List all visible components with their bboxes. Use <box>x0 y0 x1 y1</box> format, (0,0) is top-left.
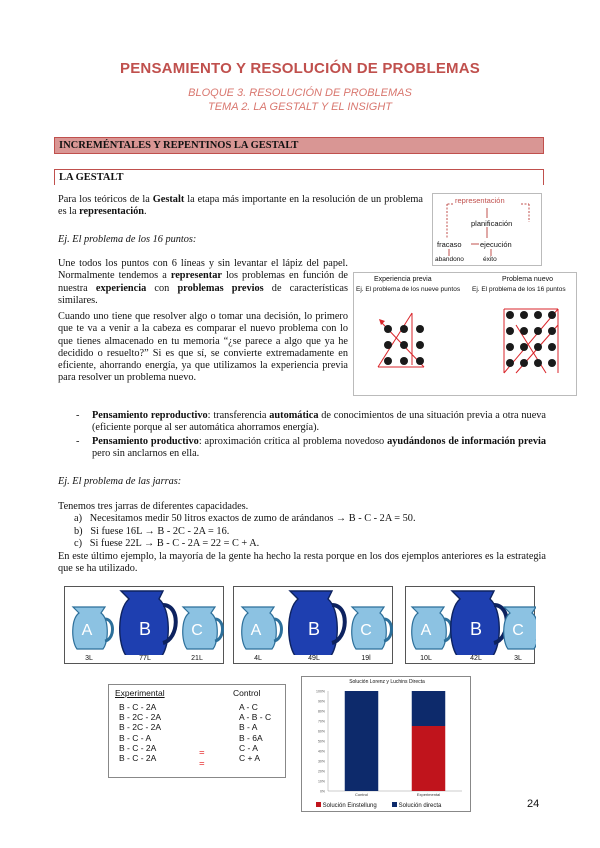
intro-paragraph: Para los teóricos de la Gestalt la etapa más importante en la resolución de un problema es la representación. <box>58 194 424 218</box>
y-tick-label: 100% <box>316 689 325 694</box>
jar3-letter-c: C <box>512 622 524 639</box>
legend-swatch-blue <box>392 802 397 807</box>
jar1-vol-b: 77L <box>139 655 151 662</box>
flow-ejecucion: ejecución <box>480 240 512 249</box>
jar3-vol-c: 3L <box>514 655 522 662</box>
exp-row: B - C - 2A <box>119 702 157 712</box>
bar-experimental-directa <box>412 691 446 726</box>
bullet-reproductivo: - Pensamiento reproductivo: transferencia automática de conocimientos de una situación previa a otra nueva (eficiente porque al ser automática ahorramos energía). <box>76 410 546 434</box>
document-title: PENSAMIENTO Y RESOLUCIÓN DE PROBLEMAS <box>120 60 480 77</box>
jar2-vol-a: 4L <box>254 655 262 662</box>
ctl-row: B - A <box>239 722 258 733</box>
dots-figure <box>353 272 577 396</box>
flow-representacion: representación <box>455 196 505 205</box>
experimental-list <box>119 702 161 763</box>
legend-directa: Solución directa <box>392 802 441 809</box>
jar-set-2 <box>233 586 393 664</box>
tema-subtitle: TEMA 2. LA GESTALT Y EL INSIGHT <box>207 101 392 113</box>
y-tick-label: 80% <box>317 709 325 714</box>
section-title: LA GESTALT <box>54 169 544 185</box>
jar3-vol-a: 10L <box>420 655 432 662</box>
y-tick-label: 20% <box>317 769 325 774</box>
bar-experimental-einstellung <box>412 726 446 791</box>
exp-row: B - C - 2A <box>119 753 157 764</box>
x-tick-label: Control <box>355 792 368 797</box>
chart-title: Solución Lorenz y Luchins Directa <box>349 679 425 685</box>
y-tick-label: 70% <box>317 719 325 724</box>
dots-right-caption: Ej. El problema de los 16 puntos <box>472 286 566 293</box>
jar2-letter-c: C <box>360 622 372 639</box>
paragraph-memoria: Cuando uno tiene que resolver algo o tomar una decisión, lo primero que te va a venir a la cabeza es comparar el nuevo problema con lo que tienes almacenado en tu memoria “¿se parece a algo que ya he decidido o resuelto?” Si es que sí, se convierte extremadamente en eficiente, ahorrando energía, ya que utilizamos la experiencia previa para resolver un problema nuevo. <box>58 311 348 384</box>
jar1-letter-c: C <box>191 622 203 639</box>
ctl-row: A - C <box>239 702 258 712</box>
ctl-row: A - B - C <box>239 712 272 723</box>
flow-exito: éxito <box>483 256 497 263</box>
exp-row: B - C - A <box>119 732 152 743</box>
flow-abandono: abandono <box>435 256 464 263</box>
y-tick-label: 40% <box>317 749 325 754</box>
flow-fracaso: fracaso <box>437 240 462 249</box>
jar1-vol-a: 3L <box>85 655 93 662</box>
equals-sign: = <box>199 748 205 759</box>
control-list <box>239 702 271 763</box>
ctl-row: B - 6A <box>239 732 263 743</box>
jar3-vol-b: 42L <box>470 655 482 662</box>
example-jarras: Ej. El problema de las jarras: <box>58 476 182 487</box>
example-16-puntos: Ej. El problema de los 16 puntos: <box>58 234 197 245</box>
jar-set-1 <box>64 586 224 664</box>
results-table <box>108 684 286 778</box>
dots-puzzles <box>354 273 578 397</box>
nine-dots-puzzle <box>378 313 424 367</box>
jar2-letter-b: B <box>307 619 321 639</box>
jarras-item-c: c) Si fuese 22L → B - C - 2A = 22 = C + A. <box>74 538 260 549</box>
jarras-item-a: a) Necesitamos medir 50 litros exactos de zumo de arándanos → B - C - 2A = 50. <box>74 513 416 524</box>
dots-left-title: Experiencia previa <box>374 276 432 283</box>
flow-diagram <box>432 193 542 266</box>
y-tick-label: 90% <box>317 699 325 704</box>
dots-right-title: Problema nuevo <box>502 276 553 283</box>
jar1-vol-c: 21L <box>191 655 203 662</box>
jarras-conclusion: En este último ejemplo, la mayoría de la gente ha hecho la resta porque en los dos ejemplos anteriores es la estrategia que se ha utilizado. <box>58 551 546 575</box>
y-tick-label: 60% <box>317 729 325 734</box>
exp-row: B - C - 2A <box>119 742 157 753</box>
jar3-letter-b: B <box>469 619 483 639</box>
results-chart <box>301 676 471 812</box>
ctl-row: C - A <box>239 742 258 753</box>
y-tick-label: 10% <box>317 779 325 784</box>
equals-sign: = <box>199 759 205 770</box>
x-tick-label: Experimental <box>416 792 441 797</box>
ctl-row: C + A <box>239 753 261 764</box>
exp-row: B - 2C - 2A <box>119 712 162 723</box>
exp-row: B - 2C - 2A <box>119 722 162 733</box>
section-bar: INCREMÉNTALES Y REPENTINOS LA GESTALT <box>54 137 544 154</box>
col-experimental: Experimental <box>115 688 165 698</box>
sixteen-dots-puzzle <box>504 309 558 373</box>
chart-svg <box>302 677 472 813</box>
jarras-item-b: b) Si fuese 16L → B - 2C - 2A = 16. <box>74 526 230 537</box>
y-tick-label: 30% <box>317 759 325 764</box>
jar2-vol-c: 19l <box>361 655 371 662</box>
jar2-vol-b: 49L <box>308 655 320 662</box>
page-number: 24 <box>527 798 540 810</box>
bullet-list <box>76 410 546 460</box>
jar3-letter-a: A <box>420 622 432 639</box>
bullet-productivo: - Pensamiento productivo: aproximación crítica al problema novedoso ayudándonos de información previa pero sin anclarnos en ella. <box>76 435 547 459</box>
bar-control-directa <box>345 691 379 791</box>
jarras-intro: Tenemos tres jarras de diferentes capacidades. <box>58 501 249 512</box>
flow-planificacion: planificación <box>471 219 513 228</box>
jar1-letter-a: A <box>81 622 93 639</box>
dots-left-caption: Ej. El problema de los nueve puntos <box>356 286 461 293</box>
y-tick-label: 0% <box>319 789 325 794</box>
legend-einstellung: Solución Einstellung <box>316 802 377 809</box>
bloque-subtitle: BLOQUE 3. RESOLUCIÓN DE PROBLEMAS <box>188 87 412 99</box>
y-tick-label: 50% <box>317 739 325 744</box>
legend-swatch-red <box>316 802 321 807</box>
col-control: Control <box>233 688 261 698</box>
jar1-letter-b: B <box>138 619 152 639</box>
jar2-letter-a: A <box>250 622 262 639</box>
paragraph-representar: Une todos los puntos con 6 líneas y sin levantar el lápiz del papel. Normalmente tendemos a representar los problemas en función de nuestra experiencia con problemas previos de características similares. <box>58 258 349 306</box>
jar-set-3 <box>405 586 535 664</box>
